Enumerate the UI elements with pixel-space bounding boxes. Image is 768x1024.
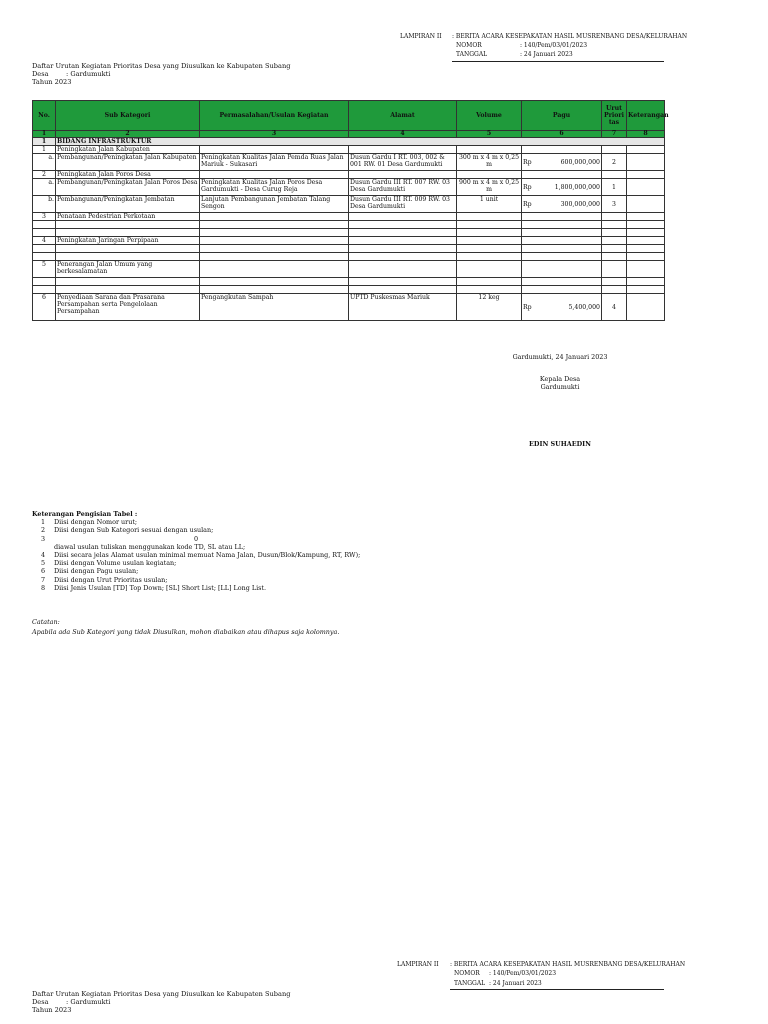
row-urut	[602, 253, 627, 261]
row-sub-kategori	[56, 229, 200, 237]
row-alamat: Dusun Gardu III RT. 007 RW. 03 Desa Gardumukti	[349, 179, 457, 196]
row-urut	[602, 261, 627, 278]
row-urut: 3	[602, 196, 627, 213]
row-sub-kategori: Peningkatan Jaringan Perpipaan	[56, 237, 200, 245]
row-keterangan	[627, 278, 665, 286]
row-sub-kategori: Pembangunan/Peningkatan Jalan Kabupaten	[56, 154, 200, 171]
row-alamat	[349, 213, 457, 221]
row-pagu	[522, 171, 602, 179]
row-keterangan	[627, 253, 665, 261]
note-item	[32, 543, 360, 551]
row-sub-kategori: Pembangunan/Peningkatan Jembatan	[56, 196, 200, 213]
section-no: 1	[33, 138, 56, 146]
row-pagu	[522, 154, 602, 171]
row-urut	[602, 171, 627, 179]
table-row	[33, 229, 665, 237]
row-usulan	[200, 253, 349, 261]
row-alamat	[349, 278, 457, 286]
title-line: Daftar Urutan Kegiatan Prioritas Desa yang Diusulkan ke Kabupaten Subang	[32, 62, 291, 70]
table-row	[33, 171, 665, 179]
row-urut	[602, 213, 627, 221]
row-pagu	[522, 229, 602, 237]
footer-desa-line	[32, 998, 290, 1006]
row-sub-kategori: Penataan Pedestrian Perkotaan	[56, 213, 200, 221]
row-no: 1	[33, 146, 56, 154]
row-urut	[602, 221, 627, 229]
footer-lampiran-value: : BERITA ACARA KESEPAKATAN HASIL MUSRENBANG DESA/KELURAHAN	[450, 961, 686, 968]
row-pagu	[522, 146, 602, 154]
table-row	[33, 179, 665, 196]
row-volume	[457, 213, 522, 221]
row-pagu	[522, 245, 602, 253]
priority-table	[32, 100, 669, 321]
table-row	[33, 253, 665, 261]
notes-title: Keterangan Pengisian Tabel :	[32, 510, 138, 518]
row-no: 3	[33, 213, 56, 221]
pagu-currency: Rp	[523, 303, 532, 311]
row-pagu	[522, 294, 602, 321]
note-number: 3	[40, 534, 46, 543]
note-number: 6	[40, 567, 46, 576]
header-urut: Urut Priori tas	[602, 101, 627, 131]
row-alamat	[349, 237, 457, 245]
catatan-label: Catatan:	[32, 618, 60, 626]
note-text: Diisi Jenis Usulan [TD] Top Down; [SL] Short List; [LL] Long List.	[54, 583, 267, 592]
note-item	[32, 567, 360, 575]
note-item	[32, 559, 360, 567]
row-sub-kategori: Peningkatan Jalan Poros Desa	[56, 171, 200, 179]
header-pagu: Pagu	[522, 101, 602, 131]
table-row	[33, 245, 665, 253]
footer-tanggal-label: TANGGAL	[454, 980, 486, 987]
note-number: 2	[40, 526, 46, 535]
col-number: 7	[602, 131, 627, 138]
row-pagu	[522, 221, 602, 229]
row-keterangan	[627, 294, 665, 321]
row-volume	[457, 237, 522, 245]
header-rule	[452, 61, 664, 62]
row-keterangan	[627, 213, 665, 221]
footer-lampiran-label: LAMPIRAN II	[397, 961, 439, 968]
note-text: Diisi dengan Pagu usulan;	[54, 567, 139, 576]
footer-header-rule	[450, 989, 664, 990]
desa-label: Desa	[32, 70, 49, 78]
pagu-amount: 1,800,000,000	[554, 183, 600, 191]
row-sub-kategori	[56, 245, 200, 253]
pagu-amount: 300,000,000	[560, 200, 600, 208]
note-text: Diisi secara jelas Alamat usulan minimal memuat Nama Jalan, Dusun/Blok/Kampung, RT, RW);	[54, 551, 361, 560]
row-alamat: Dusun Gardu III RT. 009 RW. 03 Desa Gardumukti	[349, 196, 457, 213]
table-row	[33, 154, 665, 171]
section-row	[33, 138, 665, 146]
row-usulan	[200, 213, 349, 221]
note-text: diawal usulan tuliskan menggunakan kode TD, SL atau LL;	[54, 542, 246, 551]
table-row	[33, 261, 665, 278]
row-no: 6	[33, 294, 56, 321]
row-urut	[602, 229, 627, 237]
table-row	[33, 286, 665, 294]
note-number: 1	[40, 518, 46, 527]
row-volume	[457, 221, 522, 229]
table-row	[33, 294, 665, 321]
col-number: 5	[457, 131, 522, 138]
header-usulan: Permasalahan/Usulan Kegiatan	[200, 101, 349, 131]
notes-section	[32, 510, 360, 592]
table-header-row	[33, 101, 665, 131]
row-volume: 300 m x 4 m x 0,25 m	[457, 154, 522, 171]
row-volume	[457, 229, 522, 237]
row-sub-kategori	[56, 278, 200, 286]
col-number: 3	[200, 131, 349, 138]
col-number: 4	[349, 131, 457, 138]
row-usulan: Peningkatan Kualitas Jalan Pemda Ruas Jalan Mariuk - Sukasari	[200, 154, 349, 171]
row-volume	[457, 171, 522, 179]
row-urut	[602, 237, 627, 245]
section-title: BIDANG INFRASTRUKTUR	[56, 138, 665, 146]
pagu-wrap	[523, 201, 600, 208]
footer-tahun-line: Tahun 2023	[32, 1006, 72, 1014]
table-row	[33, 221, 665, 229]
col-number: 2	[56, 131, 200, 138]
row-sub-kategori	[56, 286, 200, 294]
row-urut	[602, 278, 627, 286]
row-alamat	[349, 245, 457, 253]
header-sub-kategori: Sub Kategori	[56, 101, 200, 131]
note-number: 8	[40, 583, 46, 592]
pagu-amount: 600,000,000	[560, 158, 600, 166]
footer-title	[32, 990, 290, 1014]
row-alamat	[349, 286, 457, 294]
table-row	[33, 196, 665, 213]
pagu-wrap	[523, 304, 600, 311]
pagu-currency: Rp	[523, 183, 532, 191]
row-pagu	[522, 196, 602, 213]
header-alamat: Alamat	[349, 101, 457, 131]
row-no: 5	[33, 261, 56, 278]
row-usulan	[200, 146, 349, 154]
row-keterangan	[627, 179, 665, 196]
row-no	[33, 278, 56, 286]
row-usulan	[200, 237, 349, 245]
row-no: 4	[33, 237, 56, 245]
row-no	[33, 245, 56, 253]
row-keterangan	[627, 229, 665, 237]
note-text: Diisi dengan Sub Kategori sesuai dengan usulan;	[54, 526, 214, 535]
row-alamat	[349, 261, 457, 278]
row-no: 2	[33, 171, 56, 179]
row-alamat	[349, 221, 457, 229]
row-volume	[457, 146, 522, 154]
row-alamat	[349, 146, 457, 154]
row-no: b.	[33, 196, 56, 213]
row-volume	[457, 278, 522, 286]
footer-desa-label: Desa	[32, 998, 49, 1006]
row-usulan: Peningkatan Kualitas Jalan Poros Desa Gardumukti - Desa Curug Reja	[200, 179, 349, 196]
row-keterangan	[627, 261, 665, 278]
row-urut	[602, 146, 627, 154]
footer-nomor-label: NOMOR	[454, 970, 480, 977]
note-number	[32, 543, 54, 551]
note-item	[32, 535, 360, 543]
row-no: a.	[33, 179, 56, 196]
table-row	[33, 146, 665, 154]
row-pagu	[522, 213, 602, 221]
row-usulan	[200, 286, 349, 294]
document-title	[32, 62, 290, 86]
desa-value: : Gardumukti	[66, 70, 111, 78]
row-urut: 1	[602, 179, 627, 196]
footer-title-line: Daftar Urutan Kegiatan Prioritas Desa yang Diusulkan ke Kabupaten Subang	[32, 990, 291, 998]
row-no	[33, 253, 56, 261]
desa-line	[32, 70, 290, 78]
row-volume: 12 keg	[457, 294, 522, 321]
pagu-wrap	[523, 159, 600, 166]
row-keterangan	[627, 245, 665, 253]
note-text: Diisi dengan Urut Prioritas usulan;	[54, 575, 168, 584]
row-volume: 900 m x 4 m x 0,25 m	[457, 179, 522, 196]
lampiran-value: : BERITA ACARA KESEPAKATAN HASIL MUSRENBANG DESA/KELURAHAN	[452, 33, 688, 40]
row-keterangan	[627, 146, 665, 154]
note-item	[32, 518, 360, 526]
lampiran-label: LAMPIRAN II	[400, 33, 442, 40]
row-keterangan	[627, 171, 665, 179]
row-pagu	[522, 237, 602, 245]
col-number: 8	[627, 131, 665, 138]
row-usulan	[200, 278, 349, 286]
row-no: a.	[33, 154, 56, 171]
row-no	[33, 229, 56, 237]
notes-list	[32, 518, 360, 592]
note-item	[32, 576, 360, 584]
row-no	[33, 286, 56, 294]
row-urut: 2	[602, 154, 627, 171]
row-usulan: Lanjutan Pembangunan Jembatan Talang Sengon	[200, 196, 349, 213]
tahun-line: Tahun 2023	[32, 78, 72, 86]
row-volume	[457, 245, 522, 253]
row-pagu	[522, 286, 602, 294]
pagu-wrap	[523, 184, 600, 191]
row-urut: 4	[602, 294, 627, 321]
header-keterangan: Keterangan	[627, 101, 665, 131]
col-number: 1	[33, 131, 56, 138]
row-volume	[457, 261, 522, 278]
row-keterangan	[627, 221, 665, 229]
row-urut	[602, 245, 627, 253]
tanggal-value: : 24 Januari 2023	[520, 51, 573, 58]
signature-name: EDIN SUHAEDIN	[529, 440, 591, 448]
row-pagu	[522, 253, 602, 261]
signature-place-date: Gardumukti, 24 Januari 2023	[512, 353, 608, 361]
note-text: Diisi dengan Nomor urut;	[54, 518, 138, 527]
row-usulan: Pengangkutan Sampah	[200, 294, 349, 321]
row-alamat: UPTD Puskesmas Mariuk	[349, 294, 457, 321]
signature-role-line1: Kepala Desa	[539, 375, 581, 383]
note-text: 0	[194, 534, 199, 543]
row-usulan	[200, 245, 349, 253]
note-item	[32, 551, 360, 559]
signature-role-line2: Gardumukti	[540, 383, 580, 391]
row-no	[33, 221, 56, 229]
note-number: 4	[40, 551, 46, 560]
row-keterangan	[627, 196, 665, 213]
note-item	[32, 526, 360, 534]
row-volume: 1 unit	[457, 196, 522, 213]
table-row	[33, 278, 665, 286]
row-sub-kategori: Penerangan Jalan Umum yang berkesalamatan	[56, 261, 200, 278]
note-text: Diisi dengan Volume usulan kegiatan;	[54, 559, 177, 568]
row-volume	[457, 253, 522, 261]
table-row	[33, 237, 665, 245]
row-sub-kategori: Peningkatan Jalan Kabupaten	[56, 146, 200, 154]
pagu-currency: Rp	[523, 158, 532, 166]
note-item	[32, 584, 360, 592]
row-sub-kategori	[56, 221, 200, 229]
signature-role	[500, 375, 620, 391]
row-pagu	[522, 278, 602, 286]
row-usulan	[200, 171, 349, 179]
row-pagu	[522, 261, 602, 278]
row-alamat	[349, 229, 457, 237]
nomor-value: : 140/Pem/03/01/2023	[520, 42, 588, 49]
note-number: 7	[40, 575, 46, 584]
row-usulan	[200, 221, 349, 229]
row-sub-kategori: Pembangunan/Peningkatan Jalan Poros Desa	[56, 179, 200, 196]
pagu-currency: Rp	[523, 200, 532, 208]
row-usulan	[200, 261, 349, 278]
row-sub-kategori: Penyediaan Sarana dan Prasarana Persampahan serta Pengelolaan Persampahan	[56, 294, 200, 321]
note-number: 5	[40, 559, 46, 568]
nomor-label: NOMOR	[456, 42, 482, 49]
row-volume	[457, 286, 522, 294]
row-keterangan	[627, 237, 665, 245]
header-volume: Volume	[457, 101, 522, 131]
tanggal-label: TANGGAL	[456, 51, 488, 58]
row-alamat: Dusun Gardu I RT. 003, 002 & 001 RW. 01 Desa Gardumukti	[349, 154, 457, 171]
header-no: No.	[33, 101, 56, 131]
row-keterangan	[627, 154, 665, 171]
row-sub-kategori	[56, 253, 200, 261]
row-keterangan	[627, 286, 665, 294]
row-alamat	[349, 171, 457, 179]
col-number: 6	[522, 131, 602, 138]
column-number-row	[33, 131, 665, 138]
catatan-section	[32, 617, 339, 637]
row-alamat	[349, 253, 457, 261]
catatan-text: Apabila ada Sub Kategori yang tidak Diusulkan, mohon diabaikan atau dihapus saja kolomnya.	[32, 628, 340, 636]
row-urut	[602, 286, 627, 294]
pagu-amount: 5,400,000	[568, 303, 600, 311]
row-pagu	[522, 179, 602, 196]
footer-tanggal-value: : 24 Januari 2023	[489, 980, 542, 987]
table-row	[33, 213, 665, 221]
row-usulan	[200, 229, 349, 237]
footer-desa-value: : Gardumukti	[66, 998, 111, 1006]
footer-nomor-value: : 140/Pem/03/01/2023	[489, 970, 557, 977]
